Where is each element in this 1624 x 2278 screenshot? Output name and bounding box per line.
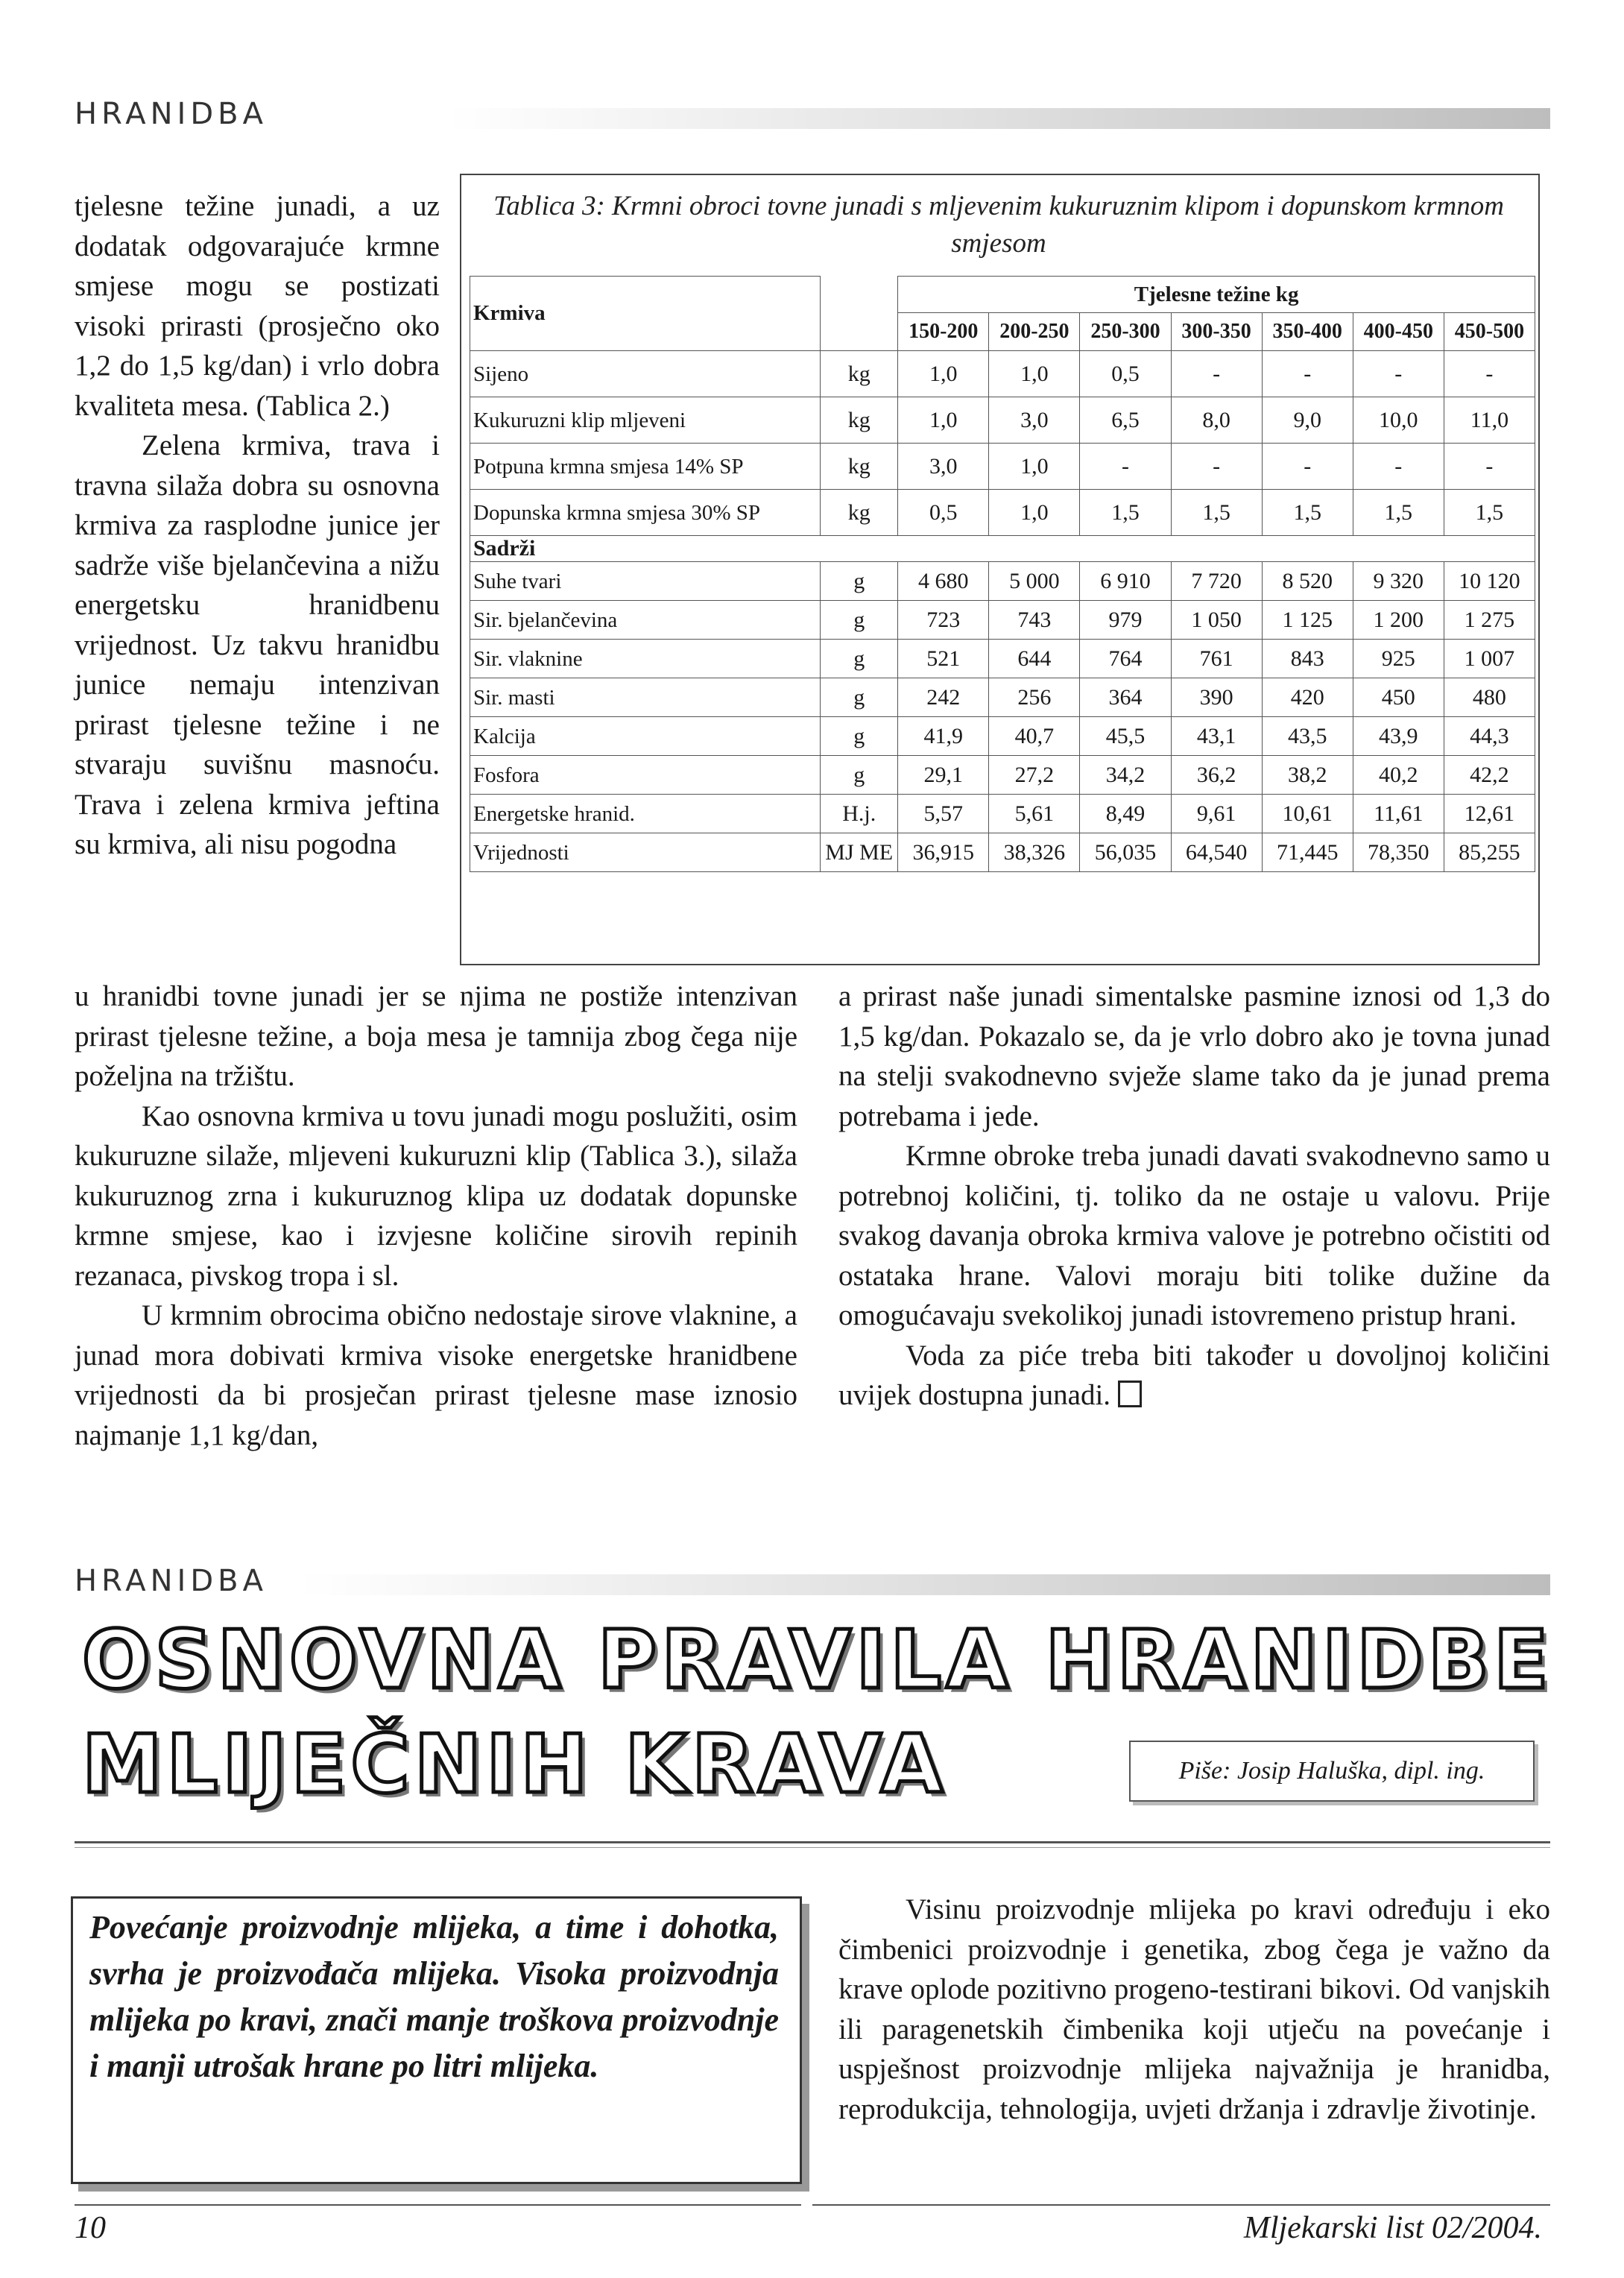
- article2-body: [838, 1890, 1550, 2129]
- left-column-top: [75, 186, 440, 865]
- table-cell: 6,5: [1080, 397, 1171, 444]
- range-header: 300-350: [1171, 313, 1262, 351]
- table-row: [470, 397, 1535, 444]
- table-cell: 1,5: [1444, 490, 1535, 536]
- table-cell: 1,0: [898, 397, 989, 444]
- table-caption: Tablica 3: Krmni obroci tovne junadi s mljevenim kukuruznim klipom i dopunskom krmnom smjesom: [493, 191, 1504, 259]
- table-row: [470, 601, 1535, 640]
- row-label: Sir. masti: [470, 678, 821, 717]
- table-cell: 41,9: [898, 717, 989, 756]
- row-label: Dopunska krmna smjesa 30% SP: [470, 490, 821, 536]
- row-unit: g: [821, 601, 898, 640]
- table-cell: 27,2: [989, 756, 1080, 795]
- table-cell: 8,0: [1171, 397, 1262, 444]
- table-cell: 38,2: [1262, 756, 1353, 795]
- table-cell: 390: [1171, 678, 1262, 717]
- contents-header: Sadrži: [470, 536, 1535, 562]
- table-cell: 1 275: [1444, 601, 1535, 640]
- range-header: 250-300: [1080, 313, 1171, 351]
- paragraph: Kao osnovna krmiva u tovu junadi mogu poslužiti, osim kukuruzne silaže, mljeveni kukuruzni klip (Tablica 3.), silaža kukuruznog zrna i kukuruznog klipa uz dodatak dopunske krmne smjese, kao i izvjesne količine sirovih repinih rezanaca, pivskog tropa i sl.: [75, 1099, 797, 1292]
- feed-rows: [470, 351, 1535, 536]
- row-unit: g: [821, 756, 898, 795]
- end-mark-icon: [1118, 1381, 1142, 1407]
- table-cell: 761: [1171, 640, 1262, 678]
- table-cell: 242: [898, 678, 989, 717]
- table-cell: 1,5: [1080, 490, 1171, 536]
- table-cell: 6 910: [1080, 562, 1171, 601]
- table-cell: 45,5: [1080, 717, 1171, 756]
- table-cell: 43,1: [1171, 717, 1262, 756]
- table-cell: 43,9: [1353, 717, 1444, 756]
- table-cell: 9,61: [1171, 795, 1262, 833]
- range-header: 150-200: [898, 313, 989, 351]
- table-cell: 10 120: [1444, 562, 1535, 601]
- row-unit: g: [821, 562, 898, 601]
- divider: [75, 1841, 1550, 1843]
- table-row: [470, 640, 1535, 678]
- table-cell: -: [1353, 444, 1444, 490]
- article2-title-line1: OSNOVNA PRAVILA HRANIDBE: [82, 1614, 1553, 1707]
- table-cell: 38,326: [989, 833, 1080, 872]
- author-box: Piše: Josip Haluška, dipl. ing.: [1129, 1741, 1535, 1802]
- lead-text: Povećanje proizvodnje mlijeka, a time i dohotka, svrha je proizvođača mlijeka. Visoka proizvodnja mlijeka po kravi, znači manje troškova proizvodnje i manji utrošak hrane po litri mlijeka.: [89, 1909, 779, 2084]
- row-label: Sijeno: [470, 351, 821, 397]
- table-cell: 42,2: [1444, 756, 1535, 795]
- range-header: 450-500: [1444, 313, 1535, 351]
- paragraph: Voda za piće treba biti također u dovoljnoj količini uvijek dostupna junadi.: [838, 1339, 1550, 1411]
- row-unit: MJ ME: [821, 833, 898, 872]
- table-cell: -: [1444, 444, 1535, 490]
- table-cell: 521: [898, 640, 989, 678]
- table-cell: 5 000: [989, 562, 1080, 601]
- table-cell: 420: [1262, 678, 1353, 717]
- table-cell: 723: [898, 601, 989, 640]
- table-cell: 4 680: [898, 562, 989, 601]
- table-row: [470, 562, 1535, 601]
- left-column-lower: [75, 976, 797, 1455]
- table-cell: 8,49: [1080, 795, 1171, 833]
- table-cell: 1,5: [1353, 490, 1444, 536]
- table-cell: -: [1171, 351, 1262, 397]
- table-cell: 44,3: [1444, 717, 1535, 756]
- range-header: 400-450: [1353, 313, 1444, 351]
- row-label: Suhe tvari: [470, 562, 821, 601]
- feed-table: [470, 276, 1535, 872]
- table-cell: -: [1080, 444, 1171, 490]
- table-cell: 29,1: [898, 756, 989, 795]
- table-cell: 1,0: [989, 351, 1080, 397]
- table-cell: 9,0: [1262, 397, 1353, 444]
- paragraph: Zelena krmiva, trava i travna silaža dobra su osnovna krmiva za rasplodne junice jer sadrže više bjelančevina a nižu energetsku hranidbenu vrijednost. Uz takvu hranidbu junice nemaju intenzivan prirast tjelesne težine i ne stvaraju suvišnu masnoću. Trava i zelena krmiva jeftina su krmiva, ali nisu pogodna: [75, 429, 440, 860]
- table-cell: 1,5: [1262, 490, 1353, 536]
- table-cell: 1 007: [1444, 640, 1535, 678]
- table-cell: 1 200: [1353, 601, 1444, 640]
- paragraph: Krmne obroke treba junadi davati svakodnevno samo u potrebnoj količini, tj. toliko da ne ostaje u valovu. Prije svakog davanja obroka krmiva valove je potrebno očistiti od ostataka hrane. Valovi moraju biti tolike dužine da omogućavaju svekolikoj junadi istovremeno pristup hrani.: [838, 1140, 1550, 1331]
- article2-title-line2: MLIJEČNIH KRAVA: [82, 1718, 948, 1811]
- table-cell: 5,61: [989, 795, 1080, 833]
- table-row: [470, 444, 1535, 490]
- divider: [75, 2204, 801, 2206]
- table-cell: 36,2: [1171, 756, 1262, 795]
- contents-rows: [470, 562, 1535, 872]
- table-cell: 743: [989, 601, 1080, 640]
- paragraph: U krmnim obrocima obično nedostaje sirove vlaknine, a junad mora dobivati krmiva visoke energetske hranidbene vrijednosti da bi prosječan prirast tjelesne mase iznosio najmanje 1,1 kg/dan,: [75, 1299, 797, 1451]
- table-row: [470, 351, 1535, 397]
- table-cell: 64,540: [1171, 833, 1262, 872]
- table-row: [470, 717, 1535, 756]
- row-label: Sir. bjelančevina: [470, 601, 821, 640]
- table-cell: 71,445: [1262, 833, 1353, 872]
- table-cell: 40,2: [1353, 756, 1444, 795]
- paragraph: Visinu proizvodnje mlijeka po kravi određuju i eko čimbenici proizvodnje i genetika, zbog čega je važno da krave oplode pozitivno progeno-testirani bikovi. Od vanjskih ili paragenetskih čimbenika koji utječu na povećanje i uspješnost proizvodnje mlijeka najvažnija je hranidba, reprodukcija, tehnologija, uvjeti držanja i zdravlje životinje.: [838, 1893, 1550, 2125]
- table-row: [470, 678, 1535, 717]
- table-cell: 1,0: [898, 351, 989, 397]
- table-cell: 34,2: [1080, 756, 1171, 795]
- table-cell: 1,0: [989, 490, 1080, 536]
- row-unit: kg: [821, 351, 898, 397]
- table-cell: 3,0: [898, 444, 989, 490]
- table-cell: 3,0: [989, 397, 1080, 444]
- header-rule: [447, 108, 1550, 129]
- divider: [75, 1847, 1550, 1848]
- row-unit: g: [821, 717, 898, 756]
- row-unit: g: [821, 678, 898, 717]
- table-cell: 10,61: [1262, 795, 1353, 833]
- section-header: HRANIDBA: [75, 97, 268, 131]
- table-cell: 1 125: [1262, 601, 1353, 640]
- table-cell: 10,0: [1353, 397, 1444, 444]
- table-cell: 5,57: [898, 795, 989, 833]
- paragraph: a prirast naše junadi simentalske pasmine iznosi od 1,3 do 1,5 kg/dan. Pokazalo se, da je vrlo dobro ako je tovna junad na stelji svakodnevno svježe slame tako da je junad prema potrebama i jede.: [838, 980, 1550, 1132]
- range-header: 350-400: [1262, 313, 1353, 351]
- table-cell: 40,7: [989, 717, 1080, 756]
- table-cell: 764: [1080, 640, 1171, 678]
- table-cell: -: [1171, 444, 1262, 490]
- row-unit: g: [821, 640, 898, 678]
- table-row: [470, 833, 1535, 872]
- row-label: Kukuruzni klip mljeveni: [470, 397, 821, 444]
- table-cell: -: [1262, 351, 1353, 397]
- table-cell: 1,5: [1171, 490, 1262, 536]
- table-cell: -: [1262, 444, 1353, 490]
- row-label: Kalcija: [470, 717, 821, 756]
- table-cell: 0,5: [898, 490, 989, 536]
- divider: [812, 2204, 1550, 2206]
- table-cell: 36,915: [898, 833, 989, 872]
- feed-header: Krmiva: [470, 277, 821, 351]
- table-cell: 925: [1353, 640, 1444, 678]
- paragraph: tjelesne težine junadi, a uz dodatak odgovarajuće krmne smjese mogu se postizati visoki prirasti (prosječno oko 1,2 do 1,5 kg/dan) i vrlo dobra kvaliteta mesa. (Tablica 2.): [75, 190, 440, 422]
- table-cell: 8 520: [1262, 562, 1353, 601]
- table-row: [470, 490, 1535, 536]
- row-label: Sir. vlaknine: [470, 640, 821, 678]
- table-cell: 7 720: [1171, 562, 1262, 601]
- row-label: Energetske hranid.: [470, 795, 821, 833]
- row-label: Fosfora: [470, 756, 821, 795]
- table-cell: 364: [1080, 678, 1171, 717]
- table-cell: 256: [989, 678, 1080, 717]
- row-label: Potpuna krmna smjesa 14% SP: [470, 444, 821, 490]
- table-cell: 11,0: [1444, 397, 1535, 444]
- table-cell: 979: [1080, 601, 1171, 640]
- table-cell: 85,255: [1444, 833, 1535, 872]
- table-cell: 9 320: [1353, 562, 1444, 601]
- page-number: 10: [75, 2211, 106, 2245]
- table-cell: 450: [1353, 678, 1444, 717]
- table-cell: 0,5: [1080, 351, 1171, 397]
- article2-section-header: HRANIDBA: [75, 1564, 268, 1598]
- table-cell: 56,035: [1080, 833, 1171, 872]
- journal-name: Mljekarski list 02/2004.: [1243, 2211, 1542, 2245]
- row-unit: kg: [821, 490, 898, 536]
- article2-rule: [298, 1574, 1550, 1595]
- table-cell: -: [1353, 351, 1444, 397]
- table-cell: 78,350: [1353, 833, 1444, 872]
- table-cell: 480: [1444, 678, 1535, 717]
- table-row: [470, 795, 1535, 833]
- table-cell: 1 050: [1171, 601, 1262, 640]
- weight-group-header: Tjelesne težine kg: [898, 277, 1535, 313]
- table-row: [470, 756, 1535, 795]
- row-label: Vrijednosti: [470, 833, 821, 872]
- row-unit: H.j.: [821, 795, 898, 833]
- table-cell: 1,0: [989, 444, 1080, 490]
- row-unit: kg: [821, 397, 898, 444]
- paragraph: u hranidbi tovne junadi jer se njima ne postiže intenzivan prirast tjelesne težine, a boja mesa je tamnija zbog čega nije poželjna na tržištu.: [75, 980, 797, 1092]
- table-cell: 12,61: [1444, 795, 1535, 833]
- table-cell: 644: [989, 640, 1080, 678]
- range-header: 200-250: [989, 313, 1080, 351]
- row-unit: kg: [821, 444, 898, 490]
- table-cell: 43,5: [1262, 717, 1353, 756]
- table-cell: 843: [1262, 640, 1353, 678]
- table-cell: -: [1444, 351, 1535, 397]
- table-cell: 11,61: [1353, 795, 1444, 833]
- right-column-lower: [838, 976, 1550, 1416]
